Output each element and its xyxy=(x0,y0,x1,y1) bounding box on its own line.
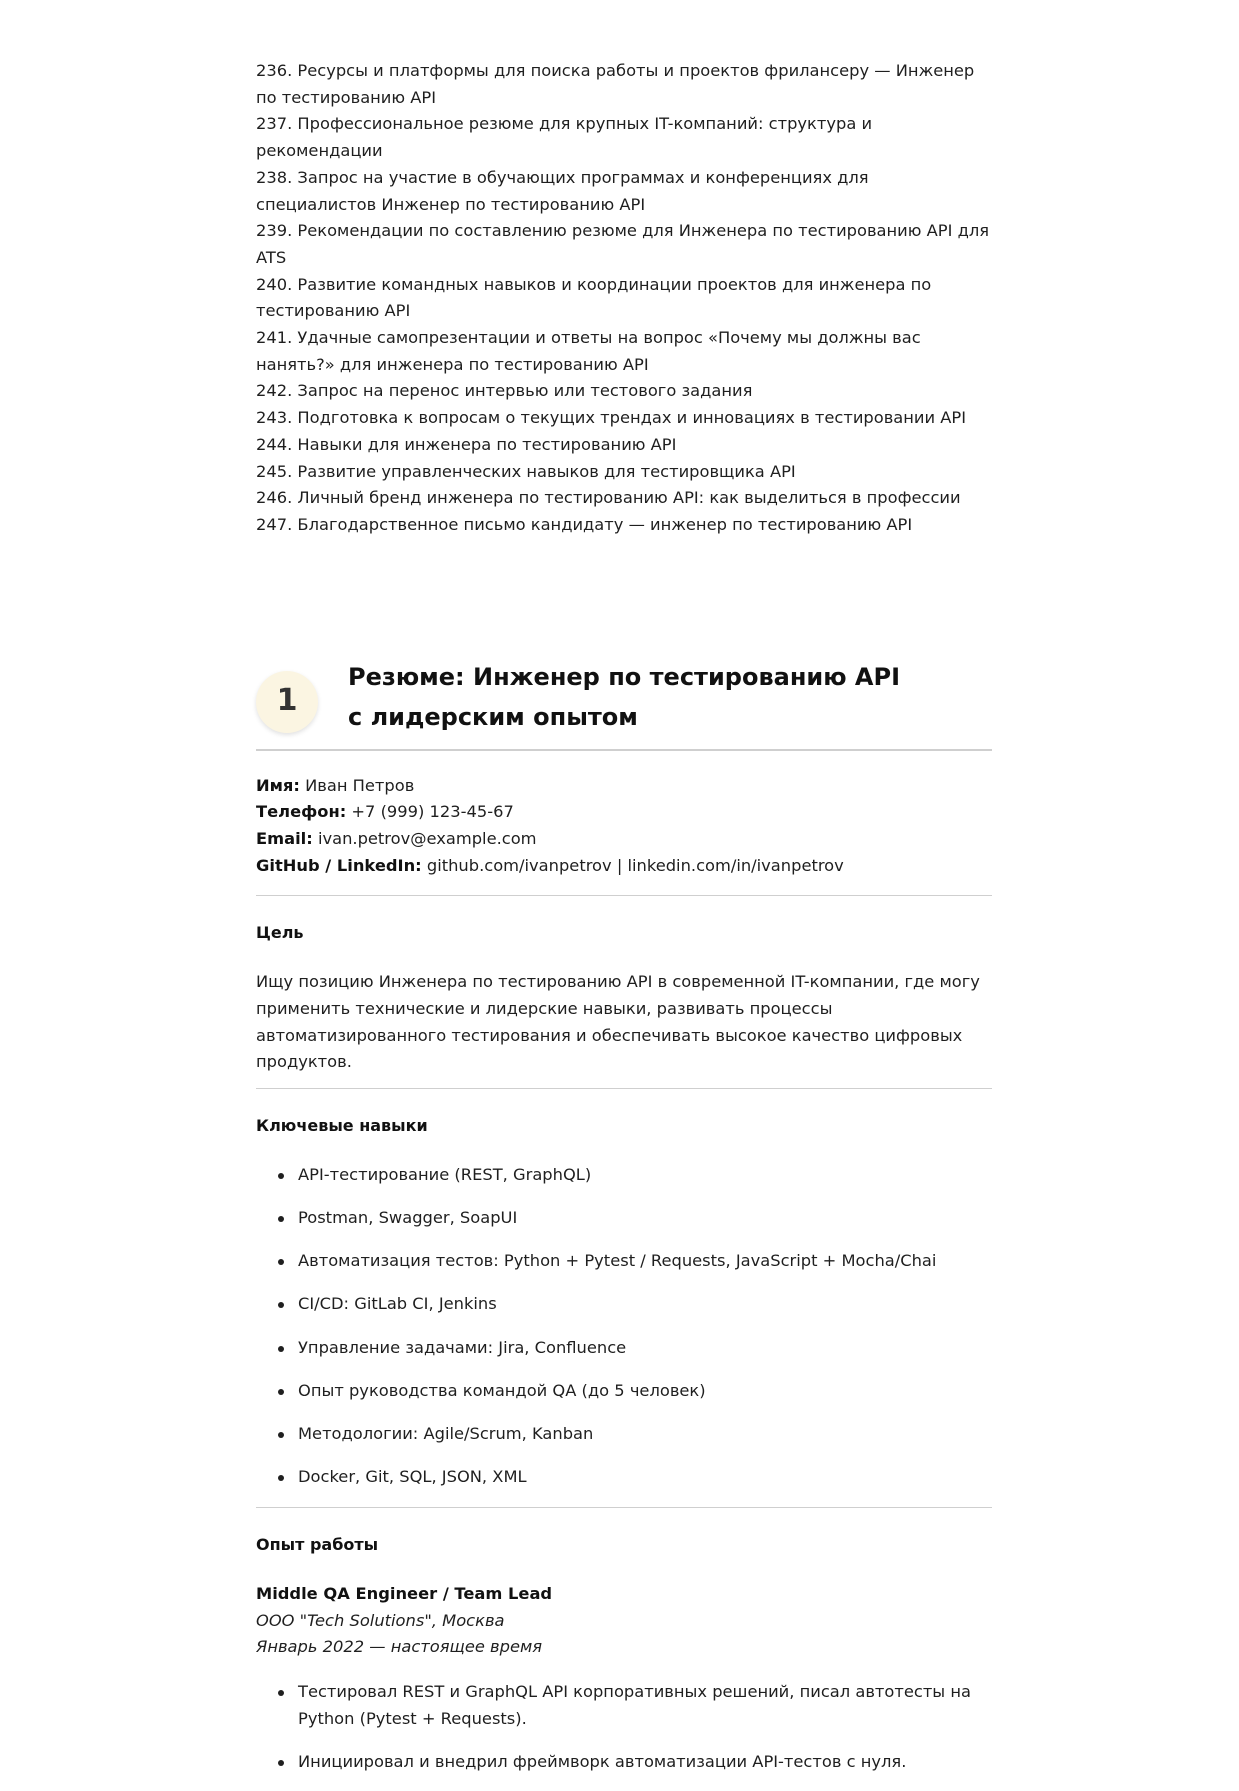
experience-heading: Опыт работы xyxy=(256,1535,379,1555)
toc-item[interactable]: 245. Развитие управленческих навыков для тестировщика API xyxy=(256,461,796,481)
document-page xyxy=(256,58,992,1791)
section-header xyxy=(256,657,992,751)
job-title: Middle QA Engineer / Team Lead xyxy=(256,1584,553,1604)
toc-item[interactable]: 237. Профессиональное резюме для крупных IT-компаний: структура и рекомендации xyxy=(256,114,873,161)
skill-item: Управление задачами: Jira, Confluence xyxy=(256,1335,992,1362)
phone-label: Телефон: xyxy=(256,802,347,822)
skill-item: CI/CD: GitLab CI, Jenkins xyxy=(256,1291,992,1318)
skill-item: Автоматизация тестов: Python + Pytest / Requests, JavaScript + Mocha/Chai xyxy=(256,1248,992,1275)
duties-list xyxy=(256,1679,992,1775)
contact-block xyxy=(256,773,992,880)
divider xyxy=(256,895,992,896)
toc-item[interactable]: 244. Навыки для инженера по тестированию API xyxy=(256,434,677,454)
table-of-contents xyxy=(256,58,992,539)
toc-item[interactable]: 243. Подготовка к вопросам о текущих трендах и инновациях в тестировании API xyxy=(256,408,967,428)
skills-list xyxy=(256,1162,992,1491)
section-title: Резюме: Инженер по тестированию API с лидерским опытом xyxy=(348,662,901,731)
skill-item: Опыт руководства командой QA (до 5 человек) xyxy=(256,1378,992,1405)
toc-item[interactable]: 241. Удачные самопрезентации и ответы на вопрос «Почему мы должны вас нанять?» для инженера по тестированию API xyxy=(256,328,921,374)
skill-item: API-тестирование (REST, GraphQL) xyxy=(256,1162,992,1189)
duty-item: Тестировал REST и GraphQL API корпоративных решений, писал автотесты на Python (Pytest + Requests). xyxy=(256,1679,992,1732)
name-label: Имя: xyxy=(256,775,300,795)
name-value: Иван Петров xyxy=(305,775,415,795)
divider xyxy=(256,1088,992,1089)
links-value: github.com/ivanpetrov | linkedin.com/in/ivanpetrov xyxy=(426,855,844,875)
links-label: GitHub / LinkedIn: xyxy=(256,855,422,875)
toc-item[interactable]: 238. Запрос на участие в обучающих программах и конференциях для специалистов Инженер по тестированию API xyxy=(256,167,869,214)
skill-item: Методологии: Agile/Scrum, Kanban xyxy=(256,1421,992,1448)
section-number-badge: 1 xyxy=(256,671,318,733)
email-value: ivan.petrov@example.com xyxy=(317,829,537,849)
contact-name-row xyxy=(256,773,992,800)
skill-item: Postman, Swagger, SoapUI xyxy=(256,1205,992,1232)
email-label: Email: xyxy=(256,829,313,849)
skill-item: Docker, Git, SQL, JSON, XML xyxy=(256,1464,992,1491)
skills-heading: Ключевые навыки xyxy=(256,1115,428,1135)
toc-item[interactable]: 247. Благодарственное письмо кандидату — инженер по тестированию API xyxy=(256,514,913,534)
toc-item[interactable]: 240. Развитие командных навыков и координации проектов для инженера по тестированию API xyxy=(256,274,932,321)
toc-item[interactable]: 242. Запрос на перенос интервью или тестового задания xyxy=(256,381,753,401)
toc-item[interactable]: 236. Ресурсы и платформы для поиска работы и проектов фрилансеру — Инженер по тестированию API xyxy=(256,61,975,107)
goal-heading: Цель xyxy=(256,923,304,943)
contact-email-row xyxy=(256,826,992,853)
contact-phone-row xyxy=(256,799,992,826)
toc-item[interactable]: 246. Личный бренд инженера по тестированию API: как выделиться в профессии xyxy=(256,488,961,508)
contact-links-row xyxy=(256,853,992,880)
divider xyxy=(256,1507,992,1508)
job-company: ООО "Tech Solutions", Москва xyxy=(256,1610,505,1630)
job-period: Январь 2022 — настоящее время xyxy=(256,1637,543,1657)
duty-item: Инициировал и внедрил фреймворк автоматизации API-тестов с нуля. xyxy=(256,1749,992,1776)
phone-value: +7 (999) 123-45-67 xyxy=(351,802,514,822)
toc-item[interactable]: 239. Рекомендации по составлению резюме для Инженера по тестированию API для ATS xyxy=(256,221,990,267)
goal-text: Ищу позицию Инженера по тестированию API в современной IT-компании, где могу применить технические и лидерские навыки, развивать процессы автоматизированного тестирования и обеспечивать высокое качество цифровых продуктов. xyxy=(256,972,980,1072)
